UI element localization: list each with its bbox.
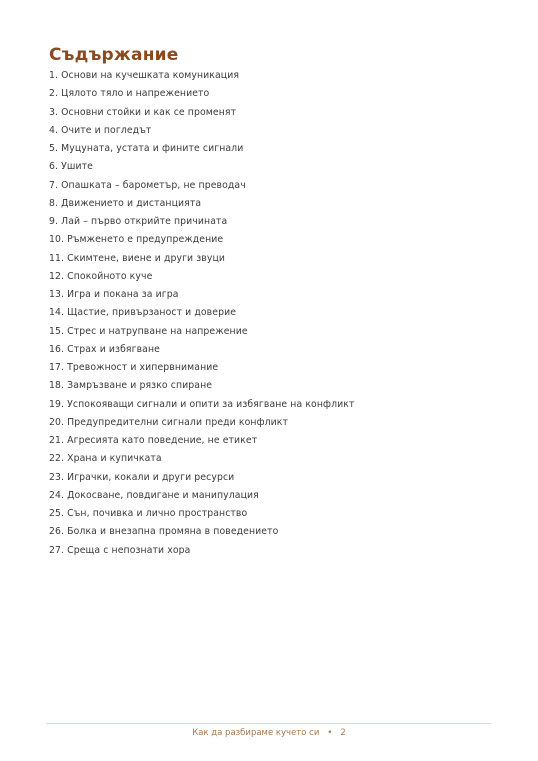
toc-item: 24. Докосване, повдигане и манипулация	[49, 489, 259, 501]
toc-item: 20. Предупредителни сигнали преди конфликт	[49, 416, 289, 428]
toc-item: 18. Замръзване и рязко спиране	[49, 380, 213, 392]
toc-item: 1. Основи на кучешката комуникация	[49, 70, 240, 81]
toc-item: 16. Страх и избягване	[49, 343, 160, 355]
toc-item: 21. Агресията като поведение, не етикет	[49, 435, 258, 446]
toc-item: 4. Очите и погледът	[49, 124, 152, 136]
toc-item: 11. Скимтене, виене и други звуци	[49, 252, 226, 264]
toc-item: 17. Тревожност и хипервнимание	[49, 362, 219, 373]
toc-item: 23. Играчки, кокали и други ресурси	[49, 471, 235, 483]
toc-heading: Съдържание	[49, 45, 179, 65]
toc-item: 14. Щастие, привързаност и доверие	[49, 307, 237, 319]
toc-item: 10. Ръмженето е предупреждение	[49, 234, 224, 246]
toc-item: 15. Стрес и натрупване на напрежение	[49, 325, 248, 337]
toc-item: 26. Болка и внезапна промяна в поведението	[49, 526, 279, 538]
toc-item: 8. Движението и дистанцията	[49, 197, 202, 209]
toc-item: 12. Спокойното куче	[49, 270, 153, 282]
toc-item: 13. Игра и покана за игра	[49, 289, 179, 300]
footer-separator: •	[327, 728, 333, 738]
footer-divider	[46, 723, 491, 724]
footer-book-title: Как да разбираме кучето си	[192, 728, 320, 738]
toc-item: 9. Лай – първо открийте причината	[49, 216, 228, 227]
toc-item: 22. Храна и купичката	[49, 453, 162, 465]
toc-item: 3. Основни стойки и как се променят	[49, 106, 237, 118]
toc-item: 25. Сън, почивка и лично пространство	[49, 508, 248, 519]
toc-item: 5. Муцуната, устата и фините сигнали	[49, 143, 244, 154]
toc-item: 2. Цялото тяло и напрежението	[49, 88, 210, 100]
toc-item: 6. Ушите	[49, 161, 93, 173]
footer-page-number: 2	[340, 728, 346, 738]
toc-item: 19. Успокояващи сигнали и опити за избягване на конфликт	[49, 398, 355, 410]
toc-list	[49, 67, 354, 560]
toc-item: 7. Опашката – барометър, не преводач	[49, 179, 246, 191]
toc-item: 27. Среща с непознати хора	[49, 544, 191, 556]
page-footer	[0, 727, 538, 739]
